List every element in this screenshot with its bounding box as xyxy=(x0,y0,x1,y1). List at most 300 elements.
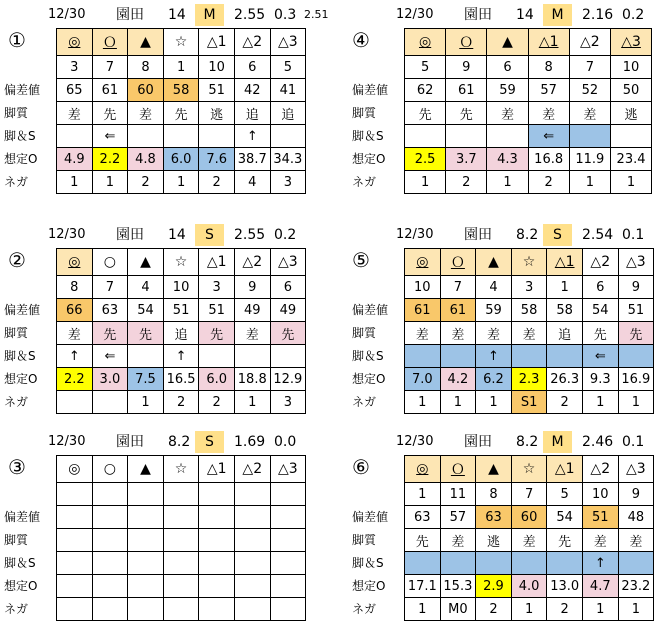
grid-row xyxy=(57,276,306,299)
grid-row xyxy=(57,79,306,102)
data-grid xyxy=(56,455,306,621)
grid-row xyxy=(57,598,306,621)
grid-cell xyxy=(163,125,199,148)
grid-cell: 先 xyxy=(618,322,654,345)
grid-cell: 6.0 xyxy=(163,148,199,171)
grid-cell xyxy=(128,345,164,368)
grid-cell: 6.0 xyxy=(199,368,235,391)
grid-cell: 10 xyxy=(163,276,199,299)
panel-index: ③ xyxy=(8,455,26,479)
panel-header xyxy=(0,224,312,246)
grid-cell: 先 xyxy=(405,102,446,125)
row-label: 偏差値 xyxy=(352,83,389,97)
grid-cell: ☆ xyxy=(163,249,199,276)
grid-cell: 1 xyxy=(511,598,547,621)
grid-row xyxy=(405,56,652,79)
grid-cell: 3 xyxy=(270,391,306,414)
grid-cell: 48 xyxy=(618,506,654,529)
grid-cell: 先 xyxy=(128,322,164,345)
row-label: 想定O xyxy=(4,152,38,166)
grid-cell: 先 xyxy=(199,322,235,345)
grid-cell xyxy=(57,391,93,414)
panel-3 xyxy=(0,224,312,424)
grid-cell: 1 xyxy=(440,391,476,414)
grid-cell: 1 xyxy=(618,598,654,621)
grid-cell xyxy=(92,506,128,529)
header-mark: S xyxy=(195,224,224,246)
grid-cell: ☆ xyxy=(163,456,199,483)
grid-cell: 65 xyxy=(57,79,93,102)
grid-cell: 2 xyxy=(476,598,512,621)
grid-cell: ⇐ xyxy=(92,345,128,368)
grid-cell xyxy=(547,552,583,575)
data-grid xyxy=(404,28,652,194)
grid-cell: ☆ xyxy=(511,456,547,483)
grid-cell: ↑ xyxy=(163,345,199,368)
grid-cell: △3 xyxy=(270,249,306,276)
grid-cell xyxy=(569,125,610,148)
grid-cell: ◎ xyxy=(57,456,93,483)
grid-cell xyxy=(128,575,164,598)
grid-cell: 50 xyxy=(610,79,651,102)
grid-cell: ☆ xyxy=(511,249,547,276)
grid-cell: 61 xyxy=(405,299,441,322)
header-venue: 園田 xyxy=(464,7,492,23)
grid-cell: 13.0 xyxy=(547,575,583,598)
header-date: 12/30 xyxy=(396,434,434,449)
grid-cell: 6 xyxy=(487,56,528,79)
grid-cell xyxy=(618,345,654,368)
grid-row xyxy=(405,368,654,391)
grid-cell: 3.0 xyxy=(92,368,128,391)
grid-row xyxy=(57,29,306,56)
grid-cell: 2.9 xyxy=(476,575,512,598)
grid-cell: △1 xyxy=(199,29,235,56)
grid-cell: 先 xyxy=(446,102,487,125)
grid-cell: 58 xyxy=(547,299,583,322)
grid-cell: 2 xyxy=(547,391,583,414)
grid-cell: 7 xyxy=(569,56,610,79)
grid-cell: 7.0 xyxy=(405,368,441,391)
grid-cell xyxy=(440,345,476,368)
grid-row xyxy=(405,249,654,276)
grid-cell: 38.7 xyxy=(234,148,270,171)
grid-row xyxy=(405,483,654,506)
header-v3: 2.51 xyxy=(304,8,329,21)
grid-row xyxy=(57,529,306,552)
grid-cell: 差 xyxy=(440,529,476,552)
grid-cell: 11.9 xyxy=(569,148,610,171)
grid-cell: 追 xyxy=(270,102,306,125)
grid-cell: 4.0 xyxy=(511,575,547,598)
grid-cell: 追 xyxy=(163,322,199,345)
grid-cell: △1 xyxy=(528,29,569,56)
header-mark: S xyxy=(543,224,572,246)
row-label: 脚質 xyxy=(4,533,29,547)
grid-cell xyxy=(128,483,164,506)
grid-cell: 59 xyxy=(487,79,528,102)
row-label: 想定O xyxy=(352,372,386,386)
grid-cell: 1 xyxy=(234,391,270,414)
grid-row xyxy=(57,391,306,414)
grid-cell xyxy=(270,529,306,552)
grid-row xyxy=(405,79,652,102)
grid-cell: 57 xyxy=(528,79,569,102)
grid-cell: △3 xyxy=(270,29,306,56)
grid-cell: △1 xyxy=(547,249,583,276)
grid-cell: 1 xyxy=(476,391,512,414)
grid-cell: 追 xyxy=(547,322,583,345)
grid-cell: 差 xyxy=(528,102,569,125)
grid-cell: ↑ xyxy=(582,552,618,575)
grid-cell xyxy=(405,125,446,148)
grid-row xyxy=(405,575,654,598)
row-label: 脚＆S xyxy=(352,349,384,363)
grid-cell xyxy=(92,575,128,598)
grid-row xyxy=(405,552,654,575)
header-date: 12/30 xyxy=(48,227,86,242)
grid-cell xyxy=(234,506,270,529)
grid-cell xyxy=(92,391,128,414)
grid-cell xyxy=(234,552,270,575)
grid-row xyxy=(57,171,306,194)
grid-cell xyxy=(511,345,547,368)
grid-row xyxy=(57,345,306,368)
grid-cell: 先 xyxy=(547,529,583,552)
row-label: 脚質 xyxy=(352,106,377,120)
data-grid xyxy=(404,455,654,621)
grid-cell: 51 xyxy=(582,506,618,529)
grid-cell: 逃 xyxy=(610,102,651,125)
grid-cell: 54 xyxy=(128,299,164,322)
row-label: 脚＆S xyxy=(4,129,36,143)
header-mark: S xyxy=(195,431,224,453)
grid-cell xyxy=(163,552,199,575)
grid-row xyxy=(405,299,654,322)
header-num: 14 xyxy=(516,7,534,23)
grid-cell: 8 xyxy=(57,276,93,299)
data-grid xyxy=(404,248,654,414)
grid-cell: 18.8 xyxy=(234,368,270,391)
grid-cell: 3 xyxy=(270,171,306,194)
grid-cell: ↑ xyxy=(234,125,270,148)
grid-cell xyxy=(234,483,270,506)
row-label: 想定O xyxy=(4,579,38,593)
header-v2: 0.2 xyxy=(274,227,297,243)
grid-cell: 34.3 xyxy=(270,148,306,171)
grid-cell: 8 xyxy=(476,483,512,506)
grid-row xyxy=(405,529,654,552)
grid-cell: 先 xyxy=(582,322,618,345)
grid-cell: ◎ xyxy=(405,249,441,276)
grid-cell xyxy=(618,552,654,575)
grid-cell: 51 xyxy=(199,79,235,102)
grid-cell: 4.8 xyxy=(128,148,164,171)
panel-5 xyxy=(0,431,312,631)
grid-cell: 59 xyxy=(476,299,512,322)
grid-cell: 23.2 xyxy=(618,575,654,598)
grid-cell: Ｏ xyxy=(92,29,128,56)
row-label: 脚質 xyxy=(4,326,29,340)
header-v2: 0.3 xyxy=(274,7,297,23)
grid-cell: 10 xyxy=(582,483,618,506)
row-label: ネガ xyxy=(352,175,377,189)
grid-cell xyxy=(163,483,199,506)
grid-cell: 4 xyxy=(476,276,512,299)
grid-cell: 差 xyxy=(57,322,93,345)
grid-cell: △3 xyxy=(618,456,654,483)
header-date: 12/30 xyxy=(48,434,86,449)
grid-cell: 4.2 xyxy=(440,368,476,391)
grid-cell xyxy=(405,552,441,575)
row-label: 想定O xyxy=(352,579,386,593)
grid-cell: 差 xyxy=(234,322,270,345)
row-label: ネガ xyxy=(352,395,377,409)
grid-cell: 1 xyxy=(163,56,199,79)
panel-header xyxy=(344,431,656,453)
grid-row xyxy=(57,249,306,276)
header-v1: 2.55 xyxy=(234,227,266,243)
grid-cell: 61 xyxy=(440,299,476,322)
panel-4 xyxy=(344,224,656,424)
grid-cell xyxy=(92,552,128,575)
grid-cell: 5 xyxy=(547,483,583,506)
panel-2 xyxy=(344,4,656,204)
grid-cell xyxy=(92,483,128,506)
grid-cell: 6 xyxy=(234,56,270,79)
header-num: 8.2 xyxy=(168,434,191,450)
header-v1: 2.46 xyxy=(582,434,614,450)
grid-row xyxy=(57,456,306,483)
grid-cell xyxy=(128,552,164,575)
grid-cell xyxy=(128,506,164,529)
grid-cell: 41 xyxy=(270,79,306,102)
grid-cell: 1 xyxy=(128,391,164,414)
grid-row xyxy=(57,552,306,575)
grid-cell xyxy=(57,483,93,506)
grid-cell: 差 xyxy=(476,322,512,345)
grid-cell: △1 xyxy=(547,456,583,483)
grid-cell xyxy=(128,598,164,621)
grid-cell: ▲ xyxy=(487,29,528,56)
header-date: 12/30 xyxy=(48,7,86,22)
grid-cell: 63 xyxy=(476,506,512,529)
grid-cell: 先 xyxy=(270,322,306,345)
grid-cell: S1 xyxy=(511,391,547,414)
grid-cell: 7 xyxy=(440,276,476,299)
grid-cell: 7 xyxy=(511,483,547,506)
grid-cell xyxy=(476,552,512,575)
grid-cell: 58 xyxy=(163,79,199,102)
grid-cell: 2 xyxy=(199,171,235,194)
grid-cell: △2 xyxy=(234,29,270,56)
grid-row xyxy=(57,125,306,148)
row-label: 想定O xyxy=(4,372,38,386)
grid-cell: ☆ xyxy=(163,29,199,56)
grid-cell: 49 xyxy=(234,299,270,322)
data-grid xyxy=(56,248,306,414)
grid-cell: 4.9 xyxy=(57,148,93,171)
grid-row xyxy=(57,102,306,125)
grid-row xyxy=(405,391,654,414)
grid-cell xyxy=(57,506,93,529)
grid-cell: ▲ xyxy=(128,456,164,483)
header-mark: M xyxy=(195,4,224,26)
grid-cell xyxy=(128,125,164,148)
grid-cell: 4 xyxy=(234,171,270,194)
header-v1: 1.69 xyxy=(234,434,266,450)
grid-cell xyxy=(163,529,199,552)
grid-cell: 51 xyxy=(163,299,199,322)
grid-cell: ◎ xyxy=(405,29,446,56)
grid-cell: 9 xyxy=(234,276,270,299)
grid-cell: 7 xyxy=(92,56,128,79)
header-mark: M xyxy=(543,4,572,26)
grid-cell: 先 xyxy=(92,102,128,125)
grid-cell xyxy=(199,483,235,506)
grid-cell: 54 xyxy=(582,299,618,322)
panel-index: ① xyxy=(8,28,26,52)
grid-cell: 2 xyxy=(163,391,199,414)
grid-cell: 2 xyxy=(128,171,164,194)
grid-cell xyxy=(57,552,93,575)
grid-cell: 1 xyxy=(582,391,618,414)
grid-cell: 1 xyxy=(163,171,199,194)
grid-cell: 1 xyxy=(618,391,654,414)
panel-header xyxy=(0,431,312,453)
grid-cell: 1 xyxy=(610,171,651,194)
grid-cell: 先 xyxy=(92,322,128,345)
grid-row xyxy=(405,102,652,125)
grid-cell xyxy=(199,575,235,598)
grid-cell xyxy=(547,345,583,368)
header-venue: 園田 xyxy=(116,434,144,450)
row-label: 脚質 xyxy=(352,326,377,340)
header-date: 12/30 xyxy=(396,7,434,22)
header-num: 14 xyxy=(168,227,186,243)
grid-cell: ○ xyxy=(92,249,128,276)
row-label: 脚＆S xyxy=(4,349,36,363)
grid-cell xyxy=(163,575,199,598)
grid-cell: 26.3 xyxy=(547,368,583,391)
grid-cell xyxy=(199,125,235,148)
grid-cell: 61 xyxy=(92,79,128,102)
grid-cell: △2 xyxy=(234,456,270,483)
grid-cell: 7.6 xyxy=(199,148,235,171)
grid-row xyxy=(405,148,652,171)
grid-cell xyxy=(128,529,164,552)
grid-cell: 16.8 xyxy=(528,148,569,171)
grid-cell: 4.3 xyxy=(487,148,528,171)
grid-cell: 9 xyxy=(618,483,654,506)
grid-cell: 3 xyxy=(511,276,547,299)
header-v1: 2.54 xyxy=(582,227,614,243)
grid-cell: 61 xyxy=(446,79,487,102)
grid-cell: 4.7 xyxy=(582,575,618,598)
grid-cell: 1 xyxy=(582,598,618,621)
grid-cell xyxy=(440,552,476,575)
grid-cell: 9.3 xyxy=(582,368,618,391)
grid-cell: 差 xyxy=(57,102,93,125)
header-date: 12/30 xyxy=(396,227,434,242)
panel-header xyxy=(344,4,656,26)
row-label: 偏差値 xyxy=(352,303,389,317)
grid-cell xyxy=(57,575,93,598)
grid-cell: 3.7 xyxy=(446,148,487,171)
row-label: 想定O xyxy=(352,152,386,166)
grid-cell: 1 xyxy=(405,483,441,506)
grid-cell: 2 xyxy=(199,391,235,414)
grid-cell: 1 xyxy=(405,391,441,414)
grid-cell: 2 xyxy=(446,171,487,194)
grid-row xyxy=(57,148,306,171)
grid-cell xyxy=(270,483,306,506)
grid-cell: 60 xyxy=(511,506,547,529)
grid-cell: 2.2 xyxy=(92,148,128,171)
grid-cell: 51 xyxy=(618,299,654,322)
grid-row xyxy=(405,276,654,299)
header-v2: 0.1 xyxy=(622,227,645,243)
grid-cell: 2 xyxy=(528,171,569,194)
row-label: 偏差値 xyxy=(352,510,389,524)
grid-cell: △3 xyxy=(270,456,306,483)
grid-cell: 1 xyxy=(57,171,93,194)
header-num: 8.2 xyxy=(516,227,539,243)
grid-cell: △2 xyxy=(582,249,618,276)
grid-row xyxy=(405,322,654,345)
grid-cell: ◎ xyxy=(57,29,93,56)
grid-cell xyxy=(234,598,270,621)
grid-row xyxy=(405,29,652,56)
grid-cell: 23.4 xyxy=(610,148,651,171)
grid-cell: 差 xyxy=(511,529,547,552)
grid-cell: 10 xyxy=(610,56,651,79)
grid-cell: △2 xyxy=(582,456,618,483)
data-grid xyxy=(56,28,306,194)
grid-cell xyxy=(270,125,306,148)
grid-cell: Ｏ xyxy=(440,249,476,276)
grid-cell xyxy=(270,575,306,598)
panel-index: ⑥ xyxy=(352,455,370,479)
grid-cell: 逃 xyxy=(199,102,235,125)
grid-cell: 15.3 xyxy=(440,575,476,598)
grid-cell: ▲ xyxy=(476,456,512,483)
grid-cell: 1 xyxy=(405,598,441,621)
grid-cell: ◎ xyxy=(405,456,441,483)
grid-cell: 追 xyxy=(234,102,270,125)
grid-cell: 2.2 xyxy=(57,368,93,391)
grid-cell: 62 xyxy=(405,79,446,102)
grid-cell: 差 xyxy=(582,529,618,552)
grid-cell xyxy=(234,345,270,368)
grid-cell: △3 xyxy=(618,249,654,276)
grid-cell: ◎ xyxy=(57,249,93,276)
grid-cell xyxy=(199,598,235,621)
header-num: 14 xyxy=(168,7,186,23)
grid-cell xyxy=(511,552,547,575)
grid-cell: 2.5 xyxy=(405,148,446,171)
grid-cell: 1 xyxy=(405,171,446,194)
panel-index: ⑤ xyxy=(352,248,370,272)
grid-cell xyxy=(199,506,235,529)
grid-row xyxy=(405,456,654,483)
grid-cell: △3 xyxy=(610,29,651,56)
grid-cell: 7.5 xyxy=(128,368,164,391)
grid-cell: Ｏ xyxy=(446,29,487,56)
grid-row xyxy=(57,368,306,391)
grid-cell: 17.1 xyxy=(405,575,441,598)
grid-cell xyxy=(270,598,306,621)
